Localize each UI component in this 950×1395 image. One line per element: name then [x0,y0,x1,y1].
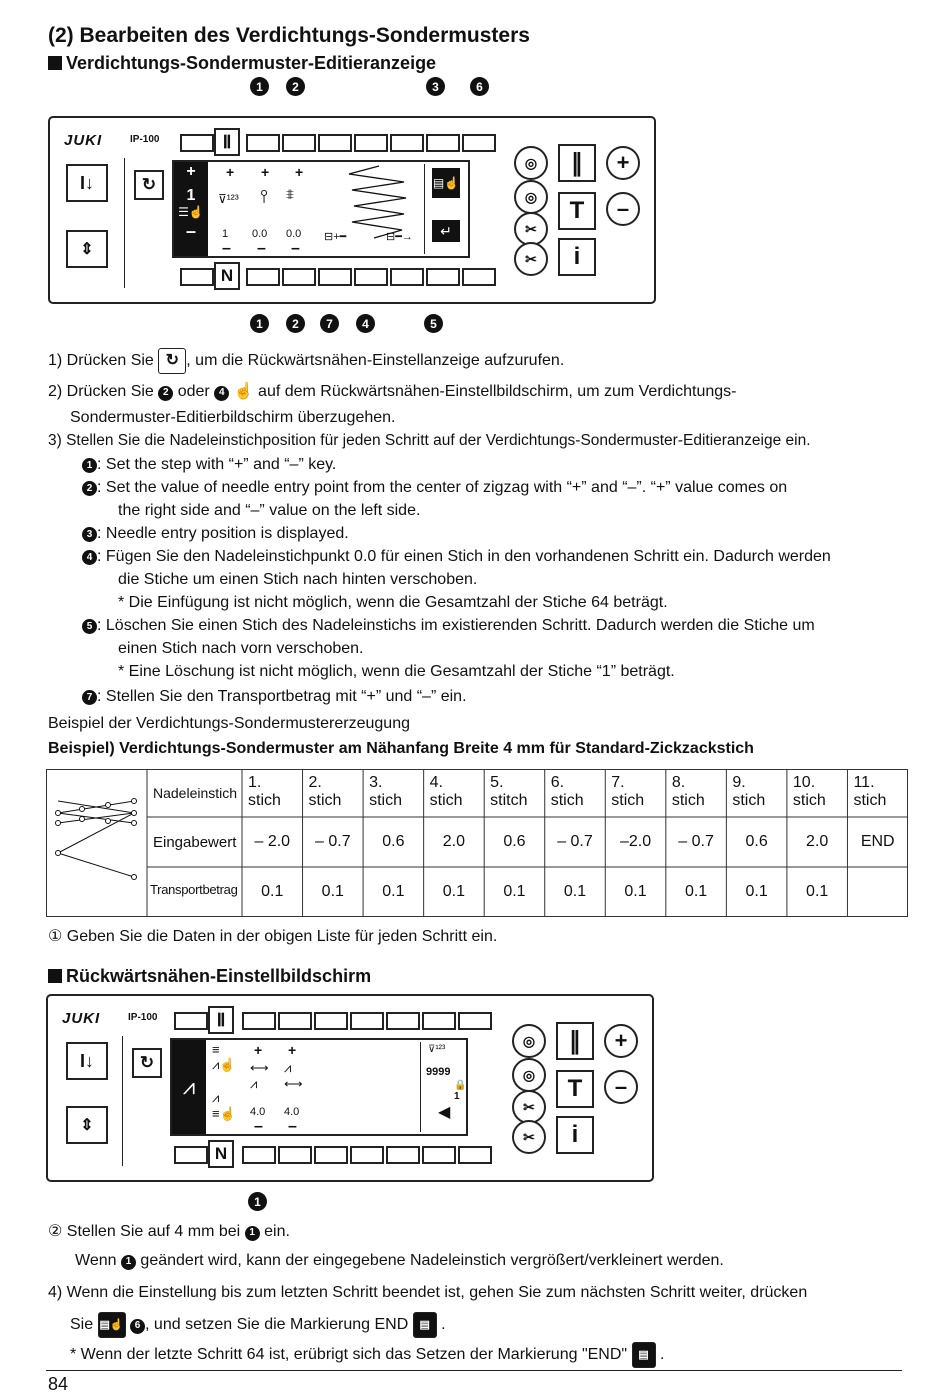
bottom-key-3[interactable] [318,268,352,286]
bottom-key-1[interactable] [246,268,280,286]
bottom-key-3[interactable] [314,1146,348,1164]
top-key-7[interactable] [462,134,496,152]
section-heading-editor: Verdichtungs-Sondermuster-Editieranzeige [48,53,436,74]
instruction-change: Wenn 1 geändert wird, kann der eingegebene Nadeleinstich vergrößert/verkleinert werden. [75,1252,724,1269]
feed-value-cell: 0.1 [261,883,284,900]
callout-2-bottom: 2 [286,314,305,333]
counter-value: 9999 [426,1066,451,1078]
end-mark-icon: ▤ [413,1312,437,1338]
backtack-start-icon[interactable]: ≡ ⩘☝ [212,1042,236,1072]
callout-2-top: 2 [286,77,305,96]
input-value-cell: 2.0 [806,833,829,850]
width-icon: ⟷ ⩘ [250,1060,269,1091]
backtack-end-icon[interactable]: ⩘ ≡☝ [212,1090,236,1121]
end-mark-icon: ▤ [632,1342,656,1368]
callout-6-top: 6 [470,77,489,96]
reset-key[interactable]: ↻ [134,170,164,200]
feed-value-cell: 0.1 [442,883,466,900]
operation-panel-editor [48,116,656,304]
stitch-header: 1. stich [248,774,281,809]
stitch-header: 3. stich [369,774,402,809]
item-5: 5 : Löschen Sie einen Stich des Nadeleinstichs im existierenden Schritt. Dadurch werden die Stiche um [82,614,815,637]
row-label-feed: Transportbetrag [150,882,238,897]
hand-icon: ☝ [233,383,254,400]
step-value: 1 [186,187,196,204]
input-value-cell: 0.6 [745,833,768,850]
stitch-header: 4. stich [429,774,463,809]
top-key-1[interactable] [246,134,280,152]
ready-key[interactable]: I↓ [66,164,108,202]
input-value-cell: – 0.7 [557,833,593,850]
ready-key[interactable]: I↓ [66,1042,108,1080]
feed-value-cell: 0.1 [382,883,405,900]
input-value-cell: – 0.7 [678,833,714,850]
input-value-cell: 0.6 [382,833,405,850]
stitch-diagram-svg [46,769,147,917]
lock-indicator: 🔒1 [454,1080,467,1102]
stitch-header: 10. stich [792,774,826,809]
input-value-cell: –2.0 [619,833,652,850]
zigzag-pattern-display [344,164,414,240]
information-key[interactable]: i [558,238,596,276]
feed-value-cell: 0.1 [806,883,829,900]
feed-amount-icon: ⩨ [286,186,294,202]
step-selector[interactable]: + 1 ☰☝ – [174,162,208,256]
enter-key[interactable]: ↵ [432,220,460,242]
top-key-4[interactable] [354,134,388,152]
reset-icon: ↻ [158,348,186,374]
bottom-key-4[interactable] [354,268,388,286]
panel-divider [124,158,125,288]
top-key-5[interactable] [386,1012,420,1030]
step-2-cont: Sondermuster-Editierbildschirm überzugehen. [70,409,396,426]
model-label: IP-100 [128,1012,158,1023]
item-2: 2 : Set the value of needle entry point from the center of zigzag with “+” and “–”. “+” value comes on [82,476,787,499]
stitch-header: 2. stich [308,774,342,809]
item-7: 7 : Stellen Sie den Transportbetrag mit “+” und “–” ein. [82,685,467,708]
note-end-mark: * Wenn der letzte Schritt 64 ist, erübrigt sich das Setzen der Markierung "END" ▤ . [70,1342,664,1368]
bottom-key-4[interactable] [350,1146,384,1164]
lcd-screen-backtack: ⩘ ≡ ⩘☝ ⩘ ≡☝ + + ⟷ ⩘ ⩘ ⟷ 4.0 4.0 – – ⊽¹²³ 9999 🔒1 ◀ [170,1038,468,1136]
juki-logo: JUKI [62,1010,101,1027]
input-value-cell: – 2.0 [254,833,291,850]
model-label: IP-100 [130,134,160,145]
juki-logo: JUKI [64,132,103,149]
step-2: 2) Drücken Sie 2 oder 4 ☝ auf dem Rückwärtsnähen-Einstellbildschirm, um zum Verdichtungs- [48,383,737,400]
top-key-4[interactable] [350,1012,384,1030]
edit-key[interactable]: ∥ [558,144,596,182]
bottom-key-7[interactable] [462,268,496,286]
stitch-header: 11. stich [853,774,887,809]
winder-icon[interactable]: ◎ [512,1024,546,1058]
top-key-0[interactable] [174,1012,208,1030]
top-key-6[interactable] [422,1012,456,1030]
top-key-1[interactable] [242,1012,276,1030]
feed-value: 0.0 [286,228,302,240]
bottom-key-6[interactable] [426,268,460,286]
needle-position-icon: ⫯ [260,186,268,206]
end-mark-key-icon: ▤☝ [98,1312,126,1338]
example-title: Beispiel der Verdichtungs-Sondermustererzeugung [48,715,410,732]
width-value-2: 4.0 [284,1106,300,1118]
wiper-icon[interactable]: ✂ [512,1120,546,1154]
lcd-screen-editor: + 1 ☰☝ – + + + ⊽¹²³ ⫯ ⩨ 1 0.0 0.0 – – – ⊟+━ ⊟━→ ▤☝ ↵ [172,160,470,258]
item-5-note: * Eine Löschung ist nicht möglich, wenn die Gesamtzahl der Stiche “1” beträgt. [118,663,675,680]
width-icon-2: ⩘ ⟷ [284,1060,303,1091]
panel-divider [122,1036,123,1166]
top-key-6[interactable] [426,134,460,152]
end-mark-key[interactable]: ▤☝ [432,168,460,198]
top-key-3[interactable] [314,1012,348,1030]
feed-value-cell: 0.1 [321,883,344,900]
stitch-table-grid [46,769,908,917]
counter-icon[interactable]: ◎ [514,180,548,214]
item-4-cont: die Stiche um einen Stich nach hinten verschoben. [118,571,478,588]
thread-trim-icon[interactable]: ✂ [512,1090,546,1124]
threading-key[interactable]: ⇕ [66,1106,108,1144]
backtack-pattern-key[interactable]: ⩘ [172,1040,206,1134]
top-key-3[interactable] [318,134,352,152]
row-label-needle-entry: Nadeleinstich [153,785,238,801]
t-key[interactable]: T [558,192,596,230]
stitch-header: 5. stitch [490,774,528,809]
callout-2-inline: 2 [158,386,173,401]
callout-1-top: 1 [250,77,269,96]
threading-key[interactable]: ⇕ [66,230,108,268]
information-key[interactable]: i [556,1116,594,1154]
callout-1-panel2: 1 [248,1192,267,1211]
needle-value: 0.0 [252,228,268,240]
minus-key[interactable]: – [606,192,640,226]
bottom-key-5[interactable] [390,268,424,286]
callout-3-top: 3 [426,77,445,96]
bottom-key-7[interactable] [458,1146,492,1164]
square-bullet-icon [48,56,62,70]
callout-1-bottom: 1 [250,314,269,333]
input-value-cell: – 0.7 [315,833,351,850]
top-key-5[interactable] [390,134,424,152]
insert-stitch-icon: ⊟+━ [324,231,347,243]
thread-trim-icon[interactable]: ✂ [514,212,548,246]
bottom-key-0[interactable] [174,1146,208,1164]
step-4-cont: Sie ▤☝ 6 , und setzen Sie die Markierung END ▤ . [70,1312,446,1338]
plus-key[interactable]: + [606,146,640,180]
step-4: 4) Wenn die Einstellung bis zum letzten Schritt beendet ist, gehen Sie zum nächsten Schritt weiter, drücken [48,1284,808,1301]
note-enter-data: ① Geben Sie die Daten in der obigen Liste für jeden Schritt ein. [48,928,498,945]
n-key[interactable]: N [214,262,240,290]
callout-5-bottom: 5 [424,314,443,333]
input-value-cell: END [860,833,895,850]
bottom-key-2[interactable] [282,268,316,286]
footer-rule [46,1370,902,1371]
callout-4-bottom: 4 [356,314,375,333]
top-key-0[interactable] [180,134,214,152]
winder-icon[interactable]: ◎ [514,146,548,180]
top-key-2[interactable] [282,134,316,152]
top-key-7[interactable] [458,1012,492,1030]
stitch-header: 8. stich [671,774,705,809]
step-display-value: 1 [222,228,229,240]
needle-count-icon: ⊽¹²³ [218,192,239,206]
plus-key[interactable]: + [604,1024,638,1058]
item-5-cont: einen Stich nach vorn verschoben. [118,640,364,657]
step-1: 1) Drücken Sie ↻ , um die Rückwärtsnähen-Einstellanzeige aufzurufen. [48,348,564,374]
input-value-cell: 2.0 [442,833,466,850]
feed-value-cell: 0.1 [684,883,708,900]
operation-panel-backtack [46,994,654,1182]
stitch-header: 6. stich [550,774,584,809]
stitch-header: 7. stich [611,774,645,809]
page-number: 84 [48,1374,69,1394]
section-heading-backtack: Rückwärtsnähen-Einstellbildschirm [48,966,371,987]
row-label-input: Eingabewert [153,834,237,851]
width-value-1: 4.0 [250,1106,266,1118]
info-key-top[interactable]: Ⅱ [214,128,240,156]
reset-key[interactable]: ↻ [132,1048,162,1078]
callout-4-inline: 4 [214,386,229,401]
counter-key-icon[interactable]: ◎ [512,1058,546,1092]
item-4-note: * Die Einfügung ist nicht möglich, wenn die Gesamtzahl der Stiche 64 beträgt. [118,594,668,611]
item-2-cont: the right side and “–” value on the left side. [118,502,421,519]
bottom-key-2[interactable] [278,1146,312,1164]
feed-value-cell: 0.1 [503,883,526,900]
stitch-header: 9. stich [732,774,766,809]
minus-key[interactable]: – [604,1070,638,1104]
feed-value-cell: 0.1 [563,883,587,900]
n-key[interactable]: N [208,1140,234,1168]
bottom-key-6[interactable] [422,1146,456,1164]
edit-key[interactable]: ∥ [556,1022,594,1060]
bottom-key-0[interactable] [180,268,214,286]
step-3: 3) Stellen Sie die Nadeleinstichposition für jeden Schritt auf der Verdichtungs-Sondermuster-Editieranzeige ein. [48,432,811,449]
feed-value-cell: 0.1 [624,883,647,900]
item-3: 3 : Needle entry position is displayed. [82,522,349,545]
feed-value-cell: 0.1 [745,883,768,900]
wiper-icon[interactable]: ✂ [514,242,548,276]
bottom-key-1[interactable] [242,1146,276,1164]
example-heading: Beispiel) Verdichtungs-Sondermuster am Nähanfang Breite 4 mm für Standard-Zickzackstich [48,740,754,757]
input-value-cell: 0.6 [503,833,526,850]
page-title: (2) Bearbeiten des Verdichtungs-Sondermusters [48,24,530,47]
instruction-set-4mm: ② Stellen Sie auf 4 mm bei 1 ein. [48,1223,290,1240]
square-bullet-icon [48,969,62,983]
item-4: 4 : Fügen Sie den Nadeleinstichpunkt 0.0 für einen Stich in den vorhandenen Schritt ein. Dadurch werden [82,545,831,568]
counter-icon: ⊽¹²³ [428,1044,446,1055]
bottom-key-5[interactable] [386,1146,420,1164]
info-key-top[interactable]: Ⅱ [208,1006,234,1034]
top-key-2[interactable] [278,1012,312,1030]
callout-7-bottom: 7 [320,314,339,333]
back-arrow-icon[interactable]: ◀ [438,1104,451,1121]
delete-stitch-icon: ⊟━→ [386,231,413,243]
item-1: 1 : Set the step with “+” and “–” key. [82,453,336,476]
t-key[interactable]: T [556,1070,594,1108]
